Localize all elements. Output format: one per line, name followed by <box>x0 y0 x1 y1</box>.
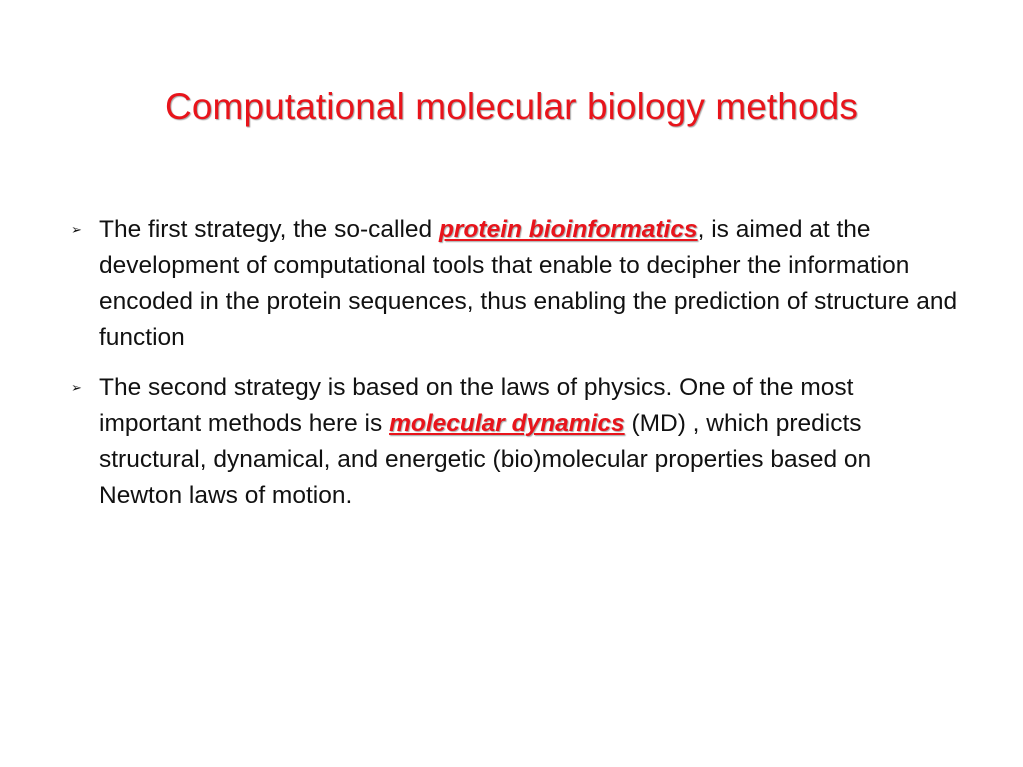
highlighted-term: molecular dynamics <box>389 410 625 437</box>
highlighted-term: protein bioinformatics <box>438 216 698 243</box>
bullet-text-before: The second strategy is based on the laws of physics. One of the most important methods here is <box>99 374 854 437</box>
arrowhead-bullet-icon: ➢ <box>71 381 82 396</box>
bullet-item <box>71 212 961 356</box>
bullet-item <box>71 370 961 514</box>
bullet-text-before: The first strategy, the so-called <box>99 216 439 243</box>
bullet-list <box>71 212 961 528</box>
bullet-text-after: (MD) , which predicts structural, dynamical, and energetic (bio)molecular properties based on Newton laws of motion. <box>99 410 872 509</box>
slide-title: Computational molecular biology methods <box>165 86 858 127</box>
arrowhead-bullet-icon: ➢ <box>71 223 82 238</box>
bullet-text-after: , is aimed at the development of computational tools that enable to decipher the information encoded in the protein sequences, thus enabling the prediction of structure and function <box>99 216 958 351</box>
